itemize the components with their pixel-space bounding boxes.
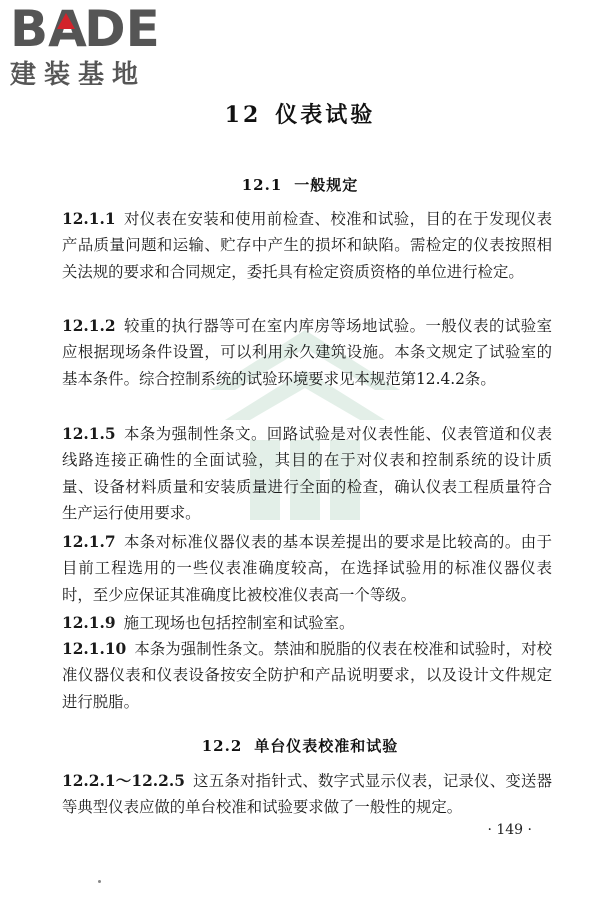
clause-number: 12.1.9 xyxy=(62,614,116,632)
clause-paragraph xyxy=(62,768,552,821)
logo-brand xyxy=(10,0,180,58)
clause-text: 本条对标准仪器仪表的基本误差提出的要求是比较高的。由于目前工程选用的一些仪表准确度较高，在选择试验用的标准仪器仪表时，至少应保证其准确度比被校准仪表高一个等级。 xyxy=(62,533,552,604)
clause-paragraph xyxy=(62,610,552,636)
scan-speck xyxy=(98,880,101,883)
clause-number: 12.1.2 xyxy=(62,317,116,335)
clause-text: 较重的执行器等可在室内库房等场地试验。一般仪表的试验室应根据现场条件设置，可以利用永久建筑设施。本条文规定了试验室的基本条件。综合控制系统的试验环境要求见本规范第12.4.2条。 xyxy=(62,317,552,388)
clause-paragraph xyxy=(62,313,552,392)
section-number: 12.2 xyxy=(201,737,243,755)
logo-brand-accent-letter: A xyxy=(48,0,87,58)
section-title xyxy=(0,735,600,756)
clause-number: 12.1.10 xyxy=(62,640,127,658)
clause-paragraph xyxy=(62,529,552,608)
section-title-text: 单台仪表校准和试验 xyxy=(254,737,399,755)
section-title-text: 一般规定 xyxy=(294,176,359,194)
chapter-title xyxy=(0,98,600,129)
clause-text: 本条为强制性条文。回路试验是对仪表性能、仪表管道和仪表线路连接正确性的全面试验，其目的在于对仪表和控制系统的设计质量、设备材料质量和安装质量进行全面的检查，确认仪表工程质量符合生产运行使用要求。 xyxy=(62,425,552,523)
logo-subtitle: 建装基地 xyxy=(10,60,147,90)
section-number: 12.1 xyxy=(241,176,283,194)
page-number: · 149 · xyxy=(487,822,532,838)
chapter-title-text: 仪表试验 xyxy=(275,102,376,128)
logo-brand-accent xyxy=(48,0,87,58)
clause-text: 本条为强制性条文。禁油和脱脂的仪表在校准和试验时，对校准仪器仪表和仪表设备按安全防护和产品说明要求，以及设计文件规定进行脱脂。 xyxy=(62,640,552,711)
logo-brand-left: B xyxy=(10,0,49,58)
section-title xyxy=(0,174,600,195)
chapter-number: 12 xyxy=(224,102,262,128)
clause-text: 施工现场也包括控制室和试验室。 xyxy=(123,614,355,632)
logo-brand-right: DE xyxy=(84,0,160,58)
logo xyxy=(10,0,180,94)
clause-text: 这五条对指针式、数字式显示仪表，记录仪、变送器等典型仪表应做的单台校准和试验要求做了一般性的规定。 xyxy=(62,772,552,817)
clause-number: 12.1.1 xyxy=(62,210,116,228)
clause-paragraph xyxy=(62,636,552,715)
clause-paragraph xyxy=(62,421,552,527)
clause-number: 12.1.7 xyxy=(62,533,116,551)
clause-paragraph xyxy=(62,206,552,285)
clause-number: 12.2.1～12.2.5 xyxy=(62,772,185,790)
clause-text: 对仪表在安装和使用前检查、校准和试验，目的在于发现仪表产品质量问题和运输、贮存中产生的损坏和缺陷。需检定的仪表按照相关法规的要求和合同规定，委托具有检定资质资格的单位进行检定。 xyxy=(62,210,552,281)
logo-red-triangle-icon xyxy=(57,13,75,29)
clause-number: 12.1.5 xyxy=(62,425,116,443)
